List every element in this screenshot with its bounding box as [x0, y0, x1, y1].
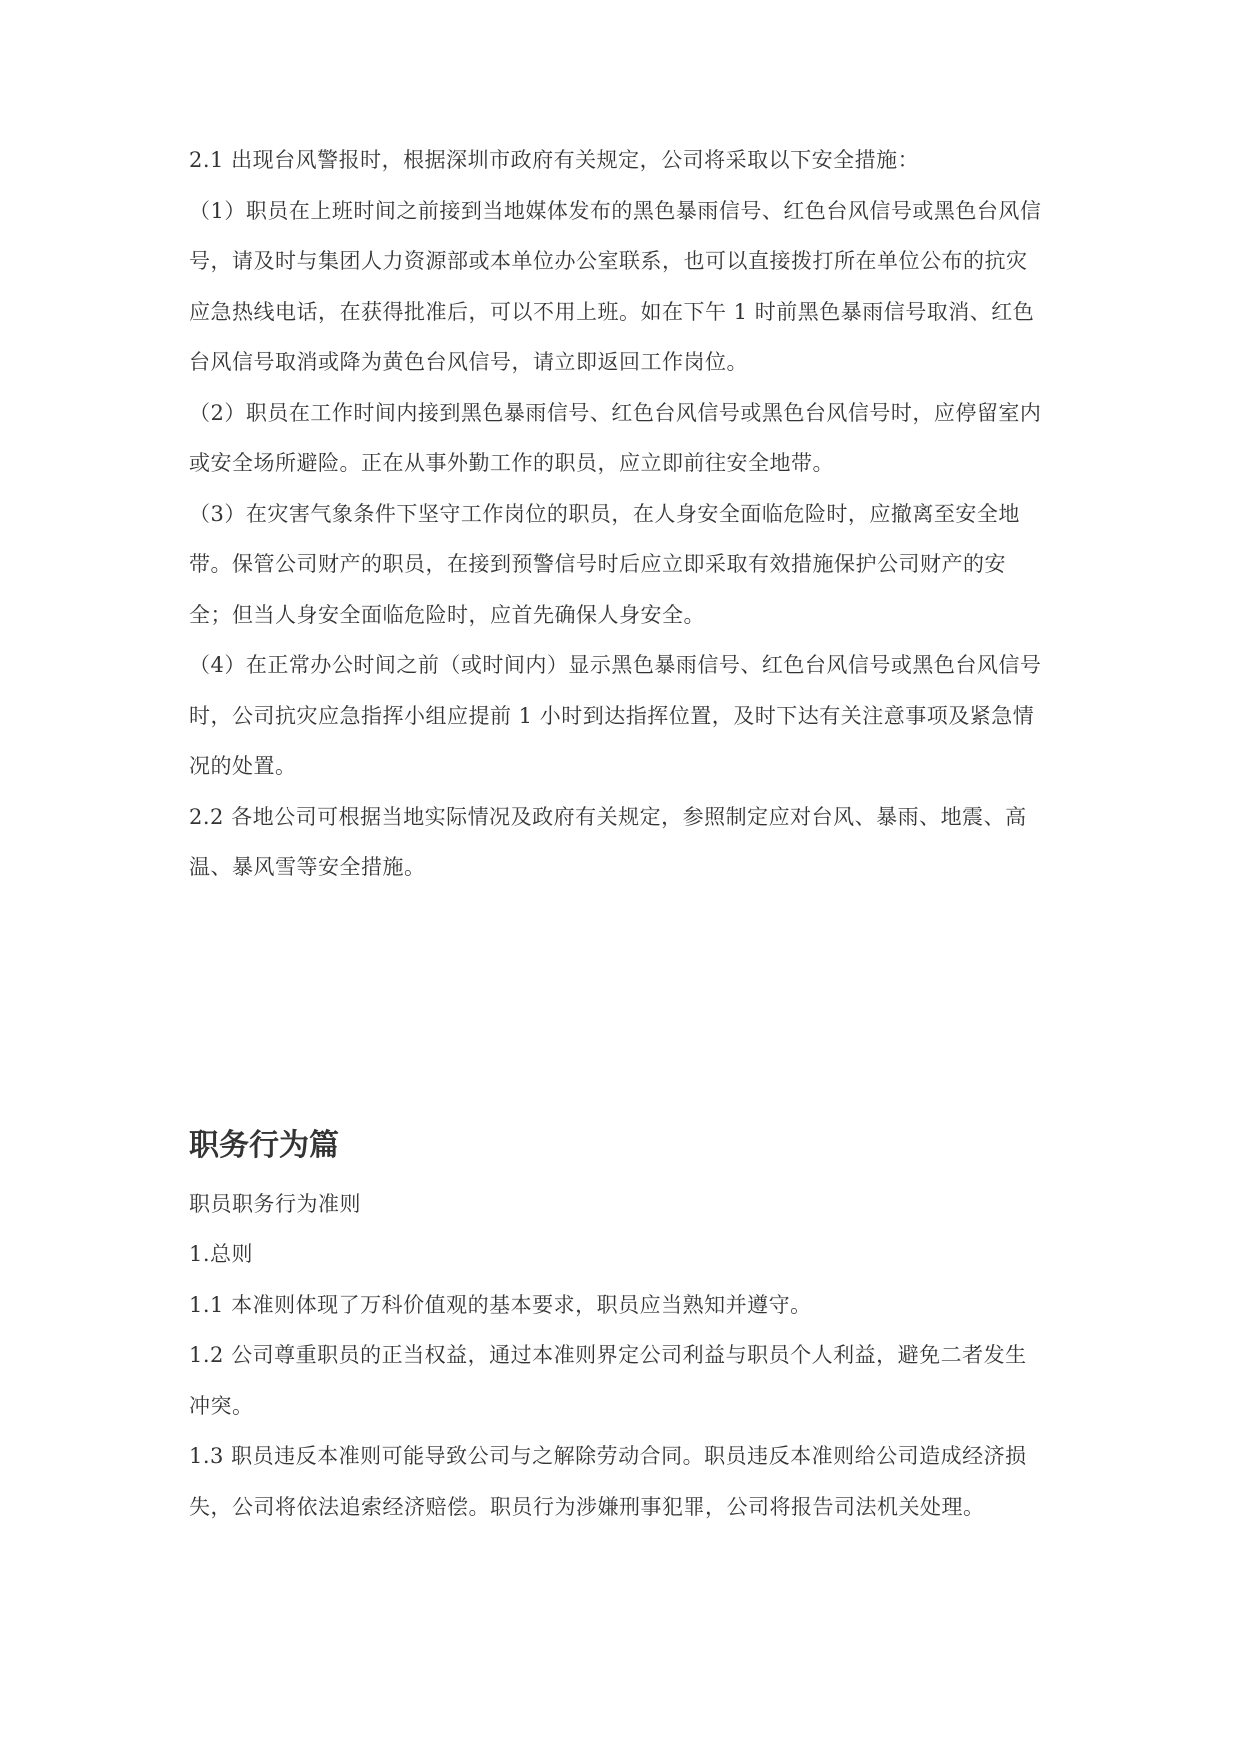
item-4-line-1: （4）在正常办公时间之前（或时间内）显示黑色暴雨信号、红色台风信号或黑色台风信号: [189, 653, 1042, 677]
item-3-line-2: 带。保管公司财产的职员，在接到预警信号时后应立即采取有效措施保护公司财产的安: [189, 552, 1006, 576]
item-1-line-2: 号，请及时与集团人力资源部或本单位办公室联系，也可以直接拨打所在单位公布的抗灾: [189, 249, 1028, 273]
paragraph-1-3-line-2: 失，公司将依法追索经济赔偿。职员行为涉嫌刑事犯罪，公司将报告司法机关处理。: [189, 1495, 985, 1519]
section-heading: 职务行为篇: [189, 1128, 339, 1163]
item-1-line-3: 应急热线电话，在获得批准后，可以不用上班。如在下午 1 时前黑色暴雨信号取消、红色: [189, 300, 1035, 324]
item-4-line-3: 况的处置。: [189, 754, 297, 778]
paragraph-2-2-line-1: 2.2 各地公司可根据当地实际情况及政府有关规定，参照制定应对台风、暴雨、地震、高: [189, 805, 1027, 829]
paragraph-2-1: 2.1 出现台风警报时，根据深圳市政府有关规定，公司将采取以下安全措施：: [189, 148, 920, 172]
item-2-line-1: （2）职员在工作时间内接到黑色暴雨信号、红色台风信号或黑色台风信号时，应停留室内: [189, 401, 1042, 425]
paragraph-1-2-line-1: 1.2 公司尊重职员的正当权益，通过本准则界定公司利益与职员个人利益，避免二者发生: [189, 1343, 1027, 1367]
item-1-line-1: （1）职员在上班时间之前接到当地媒体发布的黑色暴雨信号、红色台风信号或黑色台风信: [189, 199, 1042, 223]
item-2-line-2: 或安全场所避险。正在从事外勤工作的职员，应立即前往安全地带。: [189, 451, 834, 475]
item-3-line-3: 全；但当人身安全面临危险时，应首先确保人身安全。: [189, 603, 705, 627]
item-4-line-2: 时，公司抗灾应急指挥小组应提前 1 小时到达指挥位置，及时下达有关注意事项及紧急情: [189, 704, 1035, 728]
paragraph-2-2-line-2: 温、暴风雪等安全措施。: [189, 855, 426, 879]
section-subtitle: 职员职务行为准则: [189, 1192, 361, 1216]
item-3-line-1: （3）在灾害气象条件下坚守工作岗位的职员，在人身安全面临危险时，应撤离至安全地: [189, 502, 1020, 526]
paragraph-1-1: 1.1 本准则体现了万科价值观的基本要求，职员应当熟知并遵守。: [189, 1293, 812, 1317]
paragraph-1-3-line-1: 1.3 职员违反本准则可能导致公司与之解除劳动合同。职员违反本准则给公司造成经济损: [189, 1444, 1027, 1468]
general-heading: 1.总则: [189, 1242, 254, 1266]
paragraph-1-2-line-2: 冲突。: [189, 1394, 254, 1418]
item-1-line-4: 台风信号取消或降为黄色台风信号，请立即返回工作岗位。: [189, 350, 748, 374]
